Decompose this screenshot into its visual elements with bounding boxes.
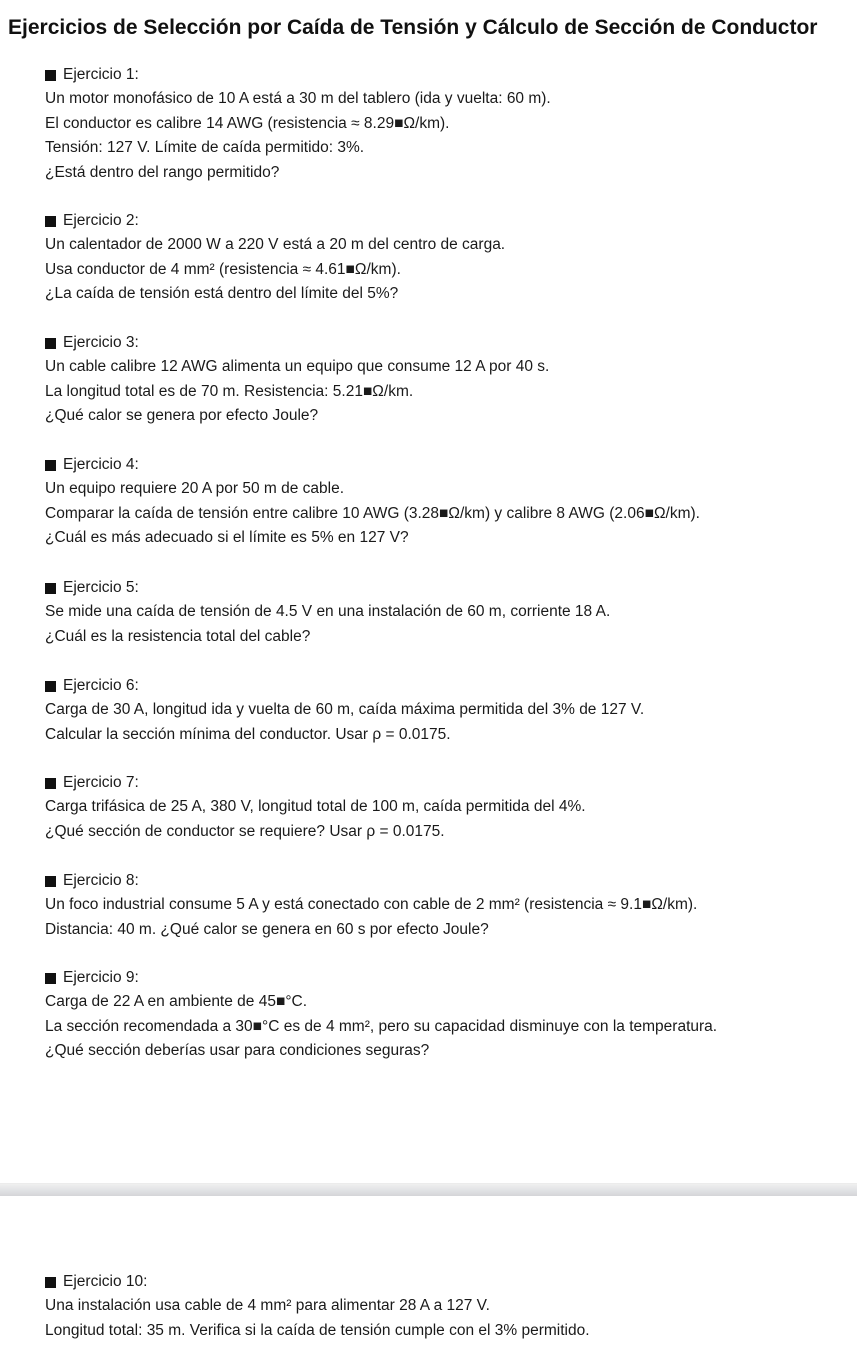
exercise-line: Distancia: 40 m. ¿Qué calor se genera en 60 s por efecto Joule? [45, 920, 489, 938]
exercise-line: ¿Cuál es más adecuado si el límite es 5% en 127 V? [45, 529, 409, 546]
exercise-header [45, 869, 697, 893]
exercise-line: Carga trifásica de 25 A, 380 V, longitud total de 100 m, caída permitida del 4%. [45, 798, 586, 815]
exercise-1 [45, 63, 551, 185]
exercise-9 [45, 966, 717, 1064]
exercise-header [45, 453, 700, 477]
square-bullet-icon [45, 778, 56, 789]
exercise-header-label: Ejercicio 8: [63, 872, 139, 889]
exercise-line: Usa conductor de 4 mm² (resistencia ≈ 4.61■Ω/km). [45, 260, 401, 278]
exercise-header-label: Ejercicio 6: [63, 677, 139, 694]
exercise-6 [45, 674, 644, 747]
square-bullet-icon [45, 1277, 56, 1288]
exercise-line: ¿Qué calor se genera por efecto Joule? [45, 407, 319, 424]
exercise-8 [45, 869, 697, 942]
square-bullet-icon [45, 70, 56, 81]
square-bullet-icon [45, 338, 56, 349]
exercise-line: Comparar la caída de tensión entre calibre 10 AWG (3.28■Ω/km) y calibre 8 AWG (2.06■Ω/km). [45, 504, 700, 522]
exercise-line: Calcular la sección mínima del conductor. Usar ρ = 0.0175. [45, 725, 451, 743]
exercise-header-label: Ejercicio 7: [63, 774, 139, 791]
page-break-divider [0, 1183, 857, 1196]
exercise-header-label: Ejercicio 2: [63, 212, 139, 229]
exercise-header [45, 1270, 590, 1294]
exercise-line: Un cable calibre 12 AWG alimenta un equipo que consume 12 A por 40 s. [45, 358, 550, 375]
exercise-line: Se mide una caída de tensión de 4.5 V en una instalación de 60 m, corriente 18 A. [45, 603, 611, 620]
square-bullet-icon [45, 460, 56, 471]
exercise-line: Un calentador de 2000 W a 220 V está a 20 m del centro de carga. [45, 236, 506, 253]
exercise-header [45, 576, 610, 600]
exercise-line: Longitud total: 35 m. Verifica si la caída de tensión cumple con el 3% permitido. [45, 1321, 590, 1339]
exercise-header [45, 771, 586, 795]
exercise-line: La sección recomendada a 30■°C es de 4 mm², pero su capacidad disminuye con la temperatura. [45, 1017, 718, 1035]
exercise-header-label: Ejercicio 5: [63, 579, 139, 596]
exercise-line: La longitud total es de 70 m. Resistencia: 5.21■Ω/km. [45, 382, 414, 400]
exercise-line: ¿Cuál es la resistencia total del cable? [45, 627, 311, 645]
exercise-line: Un equipo requiere 20 A por 50 m de cable. [45, 480, 345, 497]
exercise-line: Tensión: 127 V. Límite de caída permitido: 3%. [45, 139, 365, 156]
exercise-header-label: Ejercicio 10: [63, 1273, 148, 1290]
exercise-7 [45, 771, 586, 844]
exercise-header [45, 63, 551, 87]
exercise-header-label: Ejercicio 4: [63, 456, 139, 473]
exercise-header [45, 674, 644, 698]
exercise-line: Un foco industrial consume 5 A y está conectado con cable de 2 mm² (resistencia ≈ 9.1■Ω/km). [45, 896, 698, 913]
exercise-2 [45, 209, 505, 307]
exercise-line: ¿Está dentro del rango permitido? [45, 163, 280, 181]
exercise-line: ¿Qué sección de conductor se requiere? Usar ρ = 0.0175. [45, 822, 445, 840]
square-bullet-icon [45, 583, 56, 594]
exercise-line: ¿La caída de tensión está dentro del límite del 5%? [45, 285, 399, 302]
exercise-line: Una instalación usa cable de 4 mm² para alimentar 28 A a 127 V. [45, 1297, 490, 1314]
page-title: Ejercicios de Selección por Caída de Tensión y Cálculo de Sección de Conductor [8, 16, 818, 39]
square-bullet-icon [45, 973, 56, 984]
exercise-line: Carga de 22 A en ambiente de 45■°C. [45, 993, 308, 1010]
exercise-header-label: Ejercicio 3: [63, 334, 139, 351]
square-bullet-icon [45, 681, 56, 692]
exercise-3 [45, 331, 549, 429]
square-bullet-icon [45, 216, 56, 227]
exercise-header-label: Ejercicio 1: [63, 66, 139, 83]
exercise-header [45, 966, 717, 990]
exercise-header-label: Ejercicio 9: [63, 969, 139, 986]
exercise-line: Carga de 30 A, longitud ida y vuelta de 60 m, caída máxima permitida del 3% de 127 V. [45, 701, 645, 718]
exercise-5 [45, 576, 610, 649]
exercise-line: El conductor es calibre 14 AWG (resistencia ≈ 8.29■Ω/km). [45, 114, 450, 132]
exercise-header [45, 209, 505, 233]
exercise-4 [45, 453, 700, 551]
exercise-line: Un motor monofásico de 10 A está a 30 m del tablero (ida y vuelta: 60 m). [45, 90, 551, 107]
square-bullet-icon [45, 876, 56, 887]
exercise-line: ¿Qué sección deberías usar para condiciones seguras? [45, 1042, 430, 1059]
exercise-header [45, 331, 549, 355]
exercise-10 [45, 1270, 590, 1343]
